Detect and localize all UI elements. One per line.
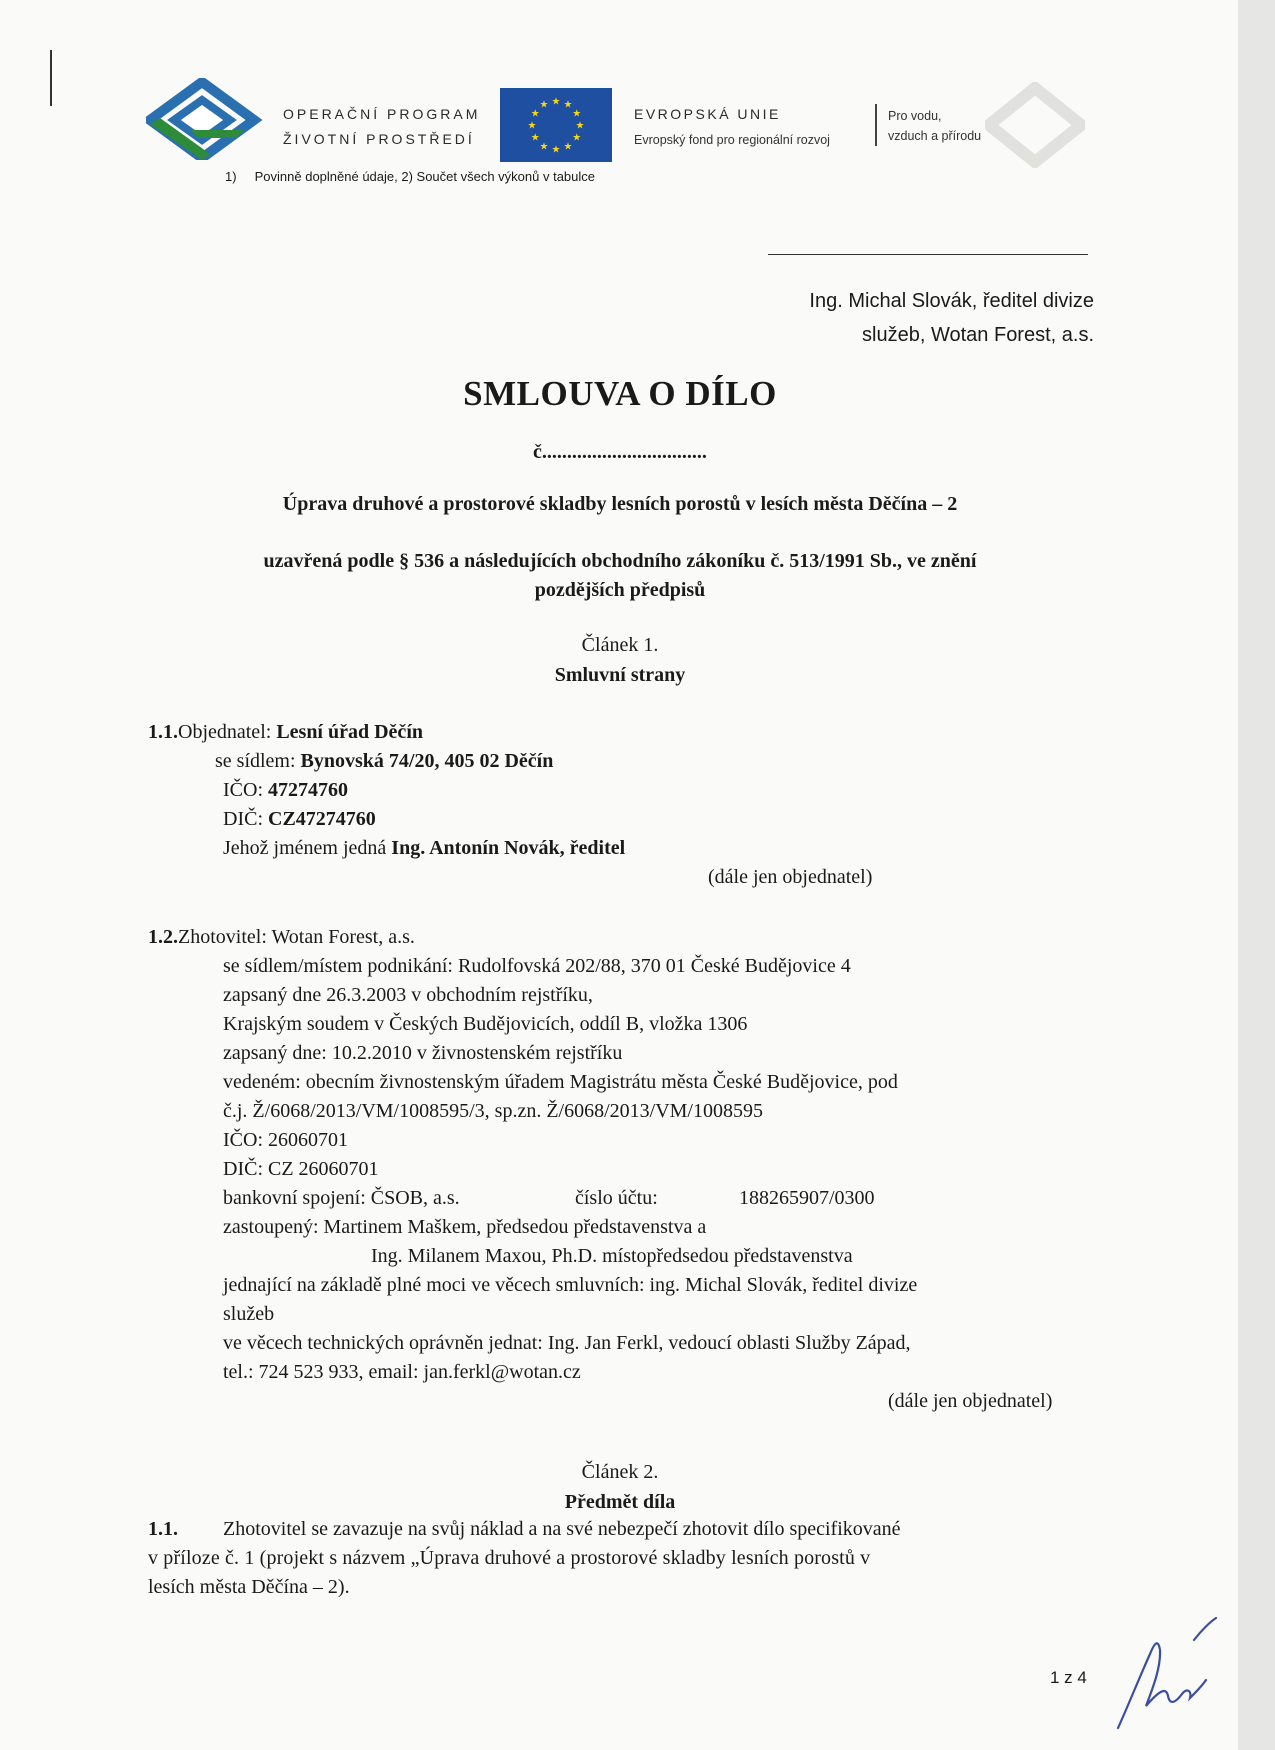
eu-star-icon: ★: [551, 96, 561, 108]
client-dic-line: [148, 805, 1098, 834]
margin-mark: [50, 50, 52, 106]
client-block: [148, 718, 1098, 892]
contractor-ico: IČO: 26060701: [223, 1129, 348, 1151]
client-alias: (dále jen objednatel): [708, 866, 873, 888]
contractor-trade-3: č.j. Ž/6068/2013/VM/1008595/3, sp.zn. Ž/6068/2013/VM/1008595: [223, 1100, 763, 1122]
eu-star-icon: ★: [572, 108, 582, 120]
signatory-block: [600, 284, 1094, 352]
program-line-2: ŽIVOTNÍ PROSTŘEDÍ: [283, 131, 475, 147]
opzp-logo-icon: [146, 78, 264, 160]
page-edge: [1238, 0, 1275, 1750]
contract-number: č.................................: [533, 441, 707, 463]
contractor-trade-1: zapsaný dne: 10.2.2010 v živnostenském rejstříku: [223, 1042, 623, 1064]
contractor-rep-1: zastoupený: Martinem Maškem, předsedou představenstva a: [223, 1216, 707, 1238]
client-seat-label: se sídlem:: [215, 750, 301, 772]
client-seat-line: [148, 747, 1098, 776]
client-dic: CZ47274760: [268, 808, 376, 830]
client-seat: Bynovská 74/20, 405 02 Děčín: [300, 750, 554, 772]
eu-star-icon: ★: [539, 99, 549, 111]
article-1-heading: Článek 1.: [581, 634, 659, 656]
motto: [888, 106, 981, 146]
client-name: Lesní úřad Děčín: [276, 721, 423, 743]
motto-line-2: vzduch a přírodu: [888, 129, 982, 143]
eu-star-icon: ★: [575, 120, 585, 132]
contractor-trade-2: vedeném: obecním živnostenským úřadem Magistrátu města České Budějovice, pod: [223, 1071, 898, 1093]
contractor-name-line: [148, 923, 1098, 952]
client-number: 1.1.: [148, 721, 178, 743]
document-title: SMLOUVA O DÍLO: [463, 374, 777, 413]
legal-basis: [140, 547, 1100, 605]
signatory-line-2: služeb, Wotan Forest, a.s.: [862, 324, 1094, 346]
contractor-reg-2: Krajským soudem v Českých Budějovicích, oddíl B, vložka 1306: [223, 1013, 748, 1035]
contractor-number: 1.2.: [148, 926, 178, 948]
motto-line-1: Pro vodu,: [888, 109, 942, 123]
contractor-reg-1: zapsaný dne 26.3.2003 v obchodním rejstříku,: [223, 984, 593, 1006]
clause-text-1: Zhotovitel se zavazuje na svůj náklad a na své nebezpečí zhotovit dílo specifikované: [223, 1518, 901, 1540]
article-1-title: Smluvní strany: [554, 664, 686, 686]
contractor-label: Zhotovitel: Wotan Forest, a.s.: [178, 926, 415, 948]
client-ico: 47274760: [268, 779, 348, 801]
clause-text-2: v příloze č. 1 (projekt s názvem „Úprava druhové a prostorové skladby lesních porostů v: [148, 1547, 871, 1569]
clause-line-1: [148, 1515, 1096, 1544]
contractor-account: 188265907/0300: [739, 1187, 875, 1209]
contractor-seat: se sídlem/místem podnikání: Rudolfovská 202/88, 370 01 České Budějovice 4: [223, 955, 851, 977]
program-line-1: OPERAČNÍ PROGRAM: [283, 106, 481, 122]
contractor-bank: bankovní spojení: ČSOB, a.s.: [223, 1187, 460, 1209]
eu-star-icon: ★: [539, 141, 549, 153]
contractor-account-label: číslo účtu:: [575, 1187, 658, 1209]
header-footnote: 1) Povinně doplněné údaje, 2) Součet všech výkonů v tabulce: [225, 169, 596, 184]
client-dic-label: DIČ:: [223, 808, 268, 830]
client-name-line: [148, 718, 1098, 747]
header-divider: [875, 104, 877, 146]
eu-star-icon: ★: [530, 132, 540, 144]
contract-subject: Úprava druhové a prostorové skladby lesních porostů v lesích města Děčína – 2: [282, 493, 958, 515]
client-ico-label: IČO:: [223, 779, 268, 801]
eu-star-icon: ★: [563, 141, 573, 153]
signature-line: [768, 254, 1088, 255]
eu-star-icon: ★: [530, 108, 540, 120]
client-ico-line: [148, 776, 1098, 805]
eu-star-icon: ★: [572, 132, 582, 144]
eu-flag-icon: [500, 88, 612, 162]
contractor-proxy-1: jednající na základě plné moci ve věcech smluvních: ing. Michal Slovák, ředitel divize: [223, 1274, 918, 1296]
client-label: Objednatel:: [178, 721, 277, 743]
contractor-tech-1: ve věcech technických oprávněn jednat: Ing. Jan Ferkl, vedoucí oblasti Služby Západ,: [223, 1332, 911, 1354]
contractor-details: [148, 952, 1098, 1416]
contractor-proxy-2: služeb: [223, 1303, 275, 1325]
eu-title: EVROPSKÁ UNIE: [634, 106, 781, 122]
eu-star-icon: ★: [527, 120, 537, 132]
article-2-heading: Článek 2.: [581, 1461, 659, 1483]
clause-number: 1.1.: [148, 1518, 178, 1540]
clause-text-3: lesích města Děčína – 2).: [148, 1576, 350, 1598]
legal-basis-line-2: pozdějších předpisů: [534, 579, 706, 601]
contractor-dic: DIČ: CZ 26060701: [223, 1158, 379, 1180]
program-name: [283, 102, 480, 152]
eu-star-icon: ★: [563, 99, 573, 111]
contractor-tech-2: tel.: 724 523 933, email: jan.ferkl@wotan.cz: [223, 1361, 581, 1383]
contractor-bank-line: [223, 1184, 1098, 1213]
eu-fund: Evropský fond pro regionální rozvoj: [634, 133, 830, 147]
contractor-alias: (dále jen objednatel): [888, 1390, 1053, 1412]
page-number: 1 z 4: [1050, 1668, 1087, 1687]
contractor-block: [148, 923, 1098, 1416]
client-rep-label: Jehož jménem jedná: [223, 837, 392, 859]
client-rep-line: [148, 834, 1098, 863]
client-rep: Ing. Antonín Novák, ředitel: [391, 837, 626, 859]
contractor-rep-2: Ing. Milanem Maxou, Ph.D. místopředsedou představenstva: [371, 1245, 853, 1267]
signatory-line-1: Ing. Michal Slovák, ředitel divize: [809, 290, 1094, 312]
signature-icon: [1098, 1610, 1228, 1740]
eu-star-icon: ★: [551, 144, 561, 156]
article-2-clause: [148, 1515, 1096, 1602]
legal-basis-line-1: uzavřená podle § 536 a následujících obchodního zákoníku č. 513/1991 Sb., ve znění: [263, 550, 977, 572]
article-2-title: Předmět díla: [564, 1491, 676, 1513]
faint-logo-icon: [985, 82, 1085, 168]
